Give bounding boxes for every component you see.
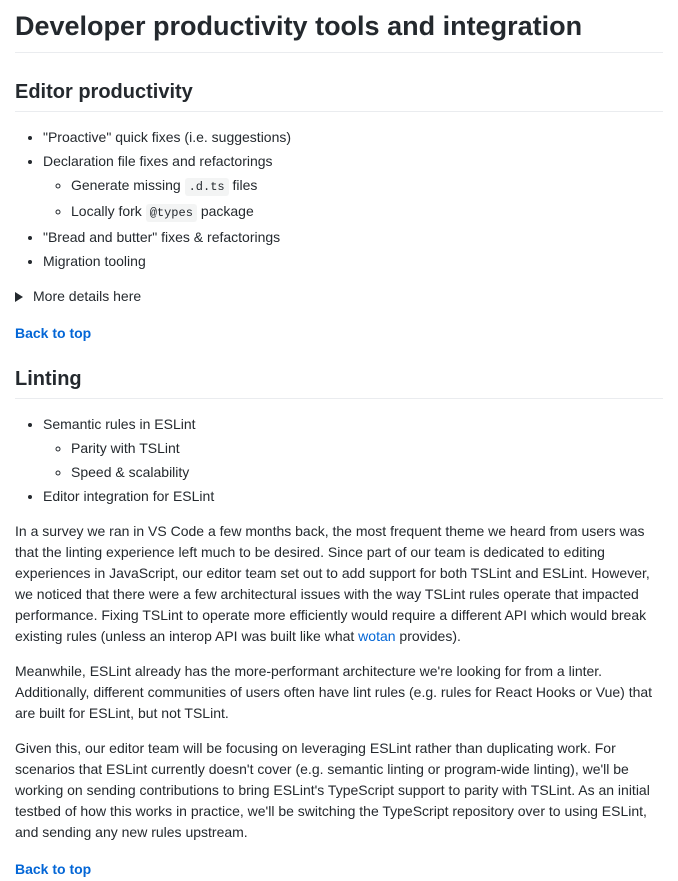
meanwhile-paragraph: Meanwhile, ESLint already has the more-performant architecture we're looking for from a linter. Additionally, different communities of users often have lint rules (e.g. rules for React Hooks or Vue) that are built for ESLint, but not TSLint. (15, 663, 653, 721)
survey-paragraph (15, 521, 663, 647)
disclosure-triangle-icon[interactable] (15, 292, 23, 302)
given-this-paragraph: Given this, our editor team will be focusing on leveraging ESLint rather than duplicating work. For scenarios that ESLint currently doesn't cover (e.g. semantic linting or program-wide linting), we'll be working on sending contributions to bring ESLint's TypeScript support to parity with TSLint. As an initial testbed of how this works in practice, we'll be switching the TypeScript repository over to using ESLint, and sending any new rules upstream. (15, 740, 650, 840)
list-item-fork-types (71, 201, 663, 224)
survey-text: In a survey we ran in VS Code a few months back, the most frequent theme we heard from users was that the linting experience left much to be desired. Since part of our team is dedicated to editing experiences in JavaScript, our editor team set out to add support for both TSLint and ESLint. However, we noticed that there were a few architectural issues with the way TSLint rules operate that impacted performance. Fixing TSLint to operate more efficiently would require a different API which would break existing rules (unless an interop API was built like what (15, 523, 650, 644)
list-item-generate-dts (71, 175, 663, 198)
dts-code: .d.ts (185, 178, 229, 196)
generate-suffix: files (232, 177, 258, 193)
editor-productivity-heading: Editor productivity (15, 79, 663, 112)
list-item-parity: ◦ Parity with TSLint (71, 438, 663, 459)
generate-prefix: Generate missing (71, 177, 181, 193)
back-to-top-link[interactable]: Back to top (15, 861, 92, 877)
page-title: Developer productivity tools and integration (15, 0, 663, 53)
fork-suffix: package (200, 203, 254, 219)
list-item-editor-integration: • Editor integration for ESLint (43, 486, 663, 507)
list-item-declaration (43, 151, 663, 224)
list-item-semantic (43, 414, 663, 483)
wotan-link[interactable]: wotan (358, 628, 396, 644)
types-code: @types (146, 204, 197, 222)
semantic-sublist (43, 438, 663, 483)
linting-list (15, 414, 663, 507)
back-to-top-link[interactable]: Back to top (15, 325, 92, 341)
fork-prefix: Locally fork (71, 203, 142, 219)
declaration-label: Declaration file fixes and refactorings (43, 153, 273, 169)
linting-heading: Linting (15, 366, 663, 399)
declaration-sublist (43, 175, 663, 224)
semantic-label: Semantic rules in ESLint (43, 416, 196, 432)
survey-text-end: provides). (395, 628, 461, 644)
details-label[interactable]: More details here (33, 288, 142, 304)
editor-list (15, 127, 663, 272)
details-summary[interactable] (15, 286, 663, 307)
list-item-quick-fixes: • "Proactive" quick fixes (i.e. suggestions) (43, 127, 663, 148)
list-item-bread-butter: • "Bread and butter" fixes & refactorings (43, 227, 663, 248)
list-item-speed: ◦ Speed & scalability (71, 462, 663, 483)
list-item-migration: • Migration tooling (43, 251, 663, 272)
